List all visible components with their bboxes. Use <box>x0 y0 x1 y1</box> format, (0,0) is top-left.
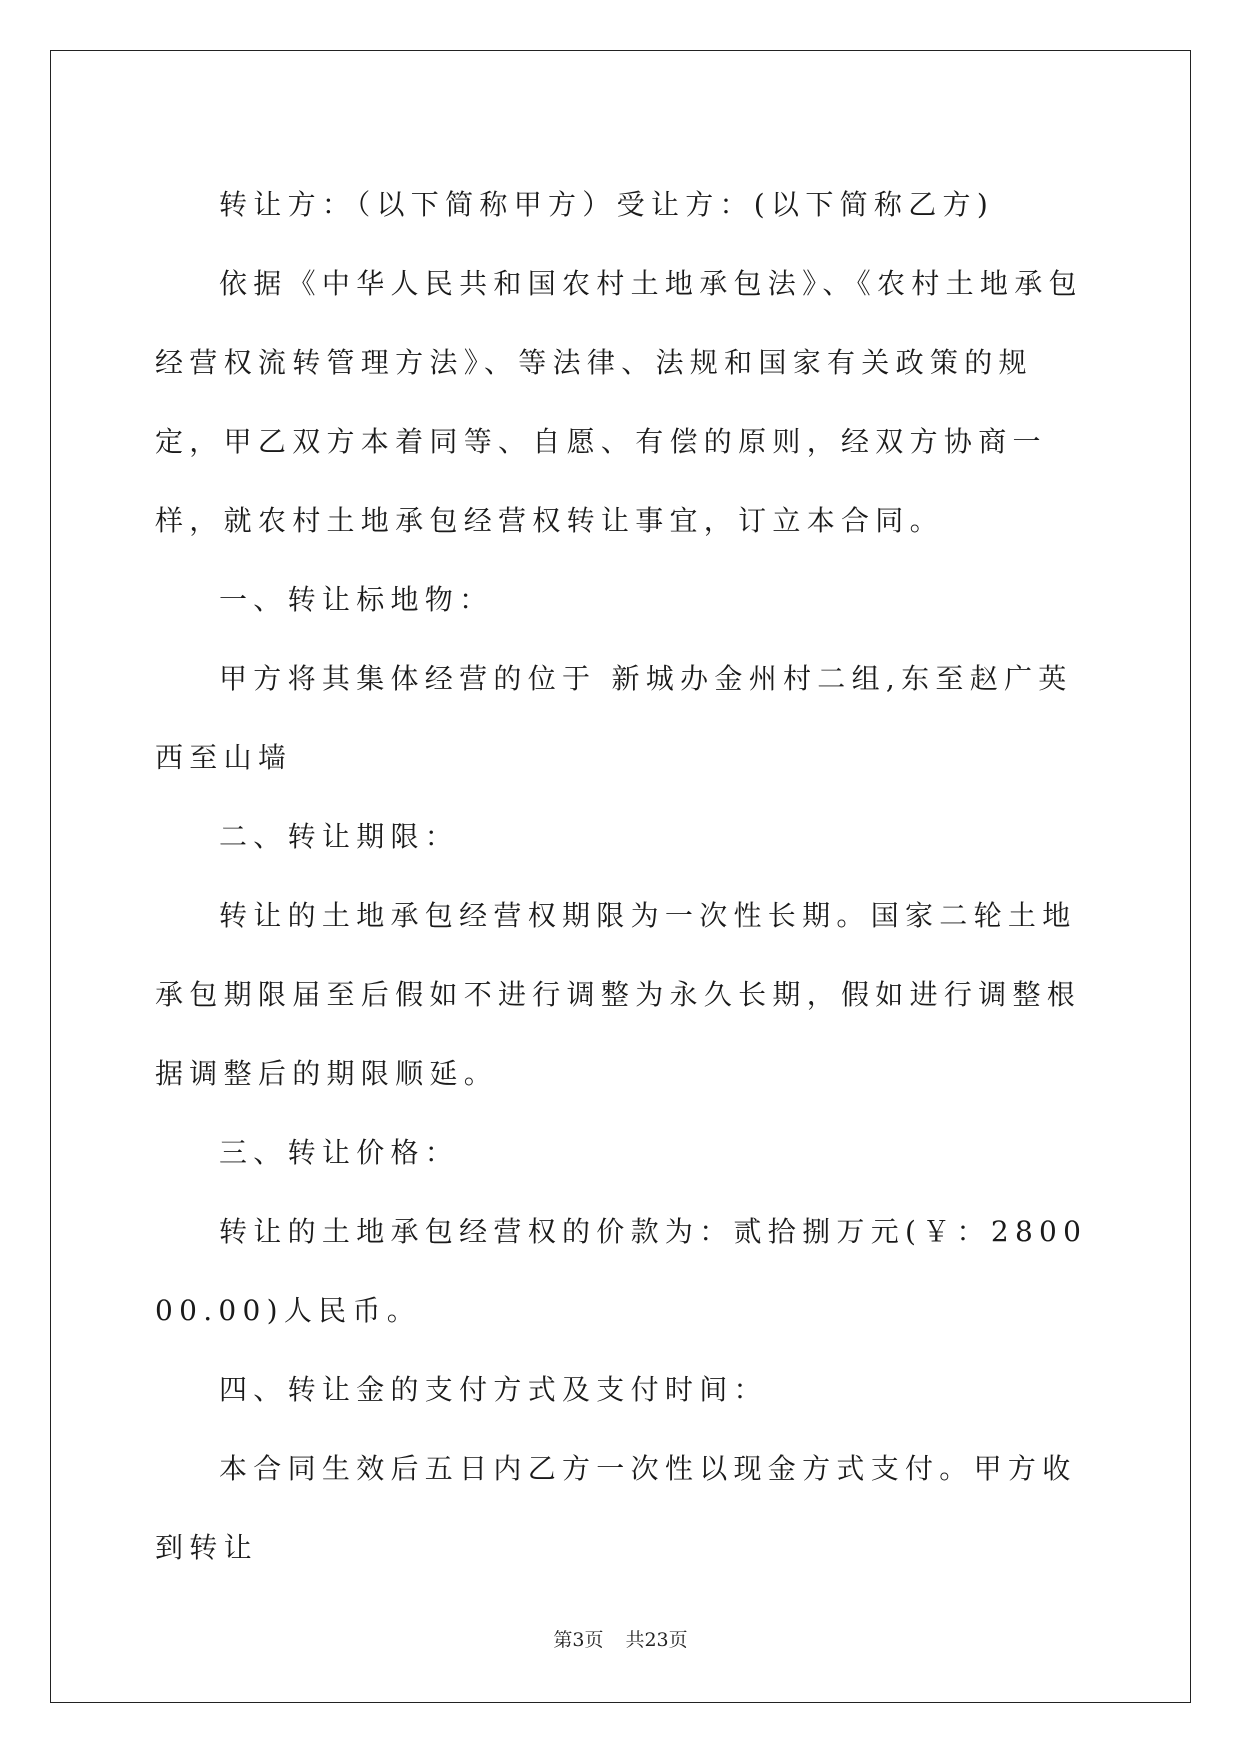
paragraph-price: 转让的土地承包经营权的价款为：贰拾捌万元(￥：280000.00)人民币。 <box>155 1215 1088 1327</box>
paragraph-subject: 甲方将其集体经营的位于 新城办金州村二组,东至赵广英西至山墙 <box>155 662 1073 774</box>
current-page-number: 第3页 <box>553 1629 604 1651</box>
section-heading-payment: 四、转让金的支付方式及支付时间： <box>219 1373 768 1406</box>
paragraph-legal-basis: 依据《中华人民共和国农村土地承包法》、《农村土地承包经营权流转管理方法》、等法律、法规和国家有关政策的规定，甲乙双方本着同等、自愿、有偿的原则，经双方协商一样，就农村土地承包经营权转让事宜，订立本合同。 <box>155 267 1083 537</box>
section-heading-subject: 一、转让标地物： <box>219 583 494 616</box>
section-heading-price: 三、转让价格： <box>219 1136 460 1169</box>
paragraph-payment: 本合同生效后五日内乙方一次性以现金方式支付。甲方收到转让 <box>155 1452 1077 1564</box>
section-heading-term: 二、转让期限： <box>219 820 460 853</box>
document-body <box>155 165 1095 1587</box>
paragraph-term: 转让的土地承包经营权期限为一次性长期。国家二轮土地承包期限届至后假如不进行调整为永久长期，假如进行调整根据调整后的期限顺延。 <box>155 899 1082 1090</box>
page-footer <box>0 1625 1241 1652</box>
total-page-count: 共23页 <box>625 1629 688 1651</box>
paragraph-parties: 转让方：（以下简称甲方）受让方：(以下简称乙方) <box>219 188 995 221</box>
